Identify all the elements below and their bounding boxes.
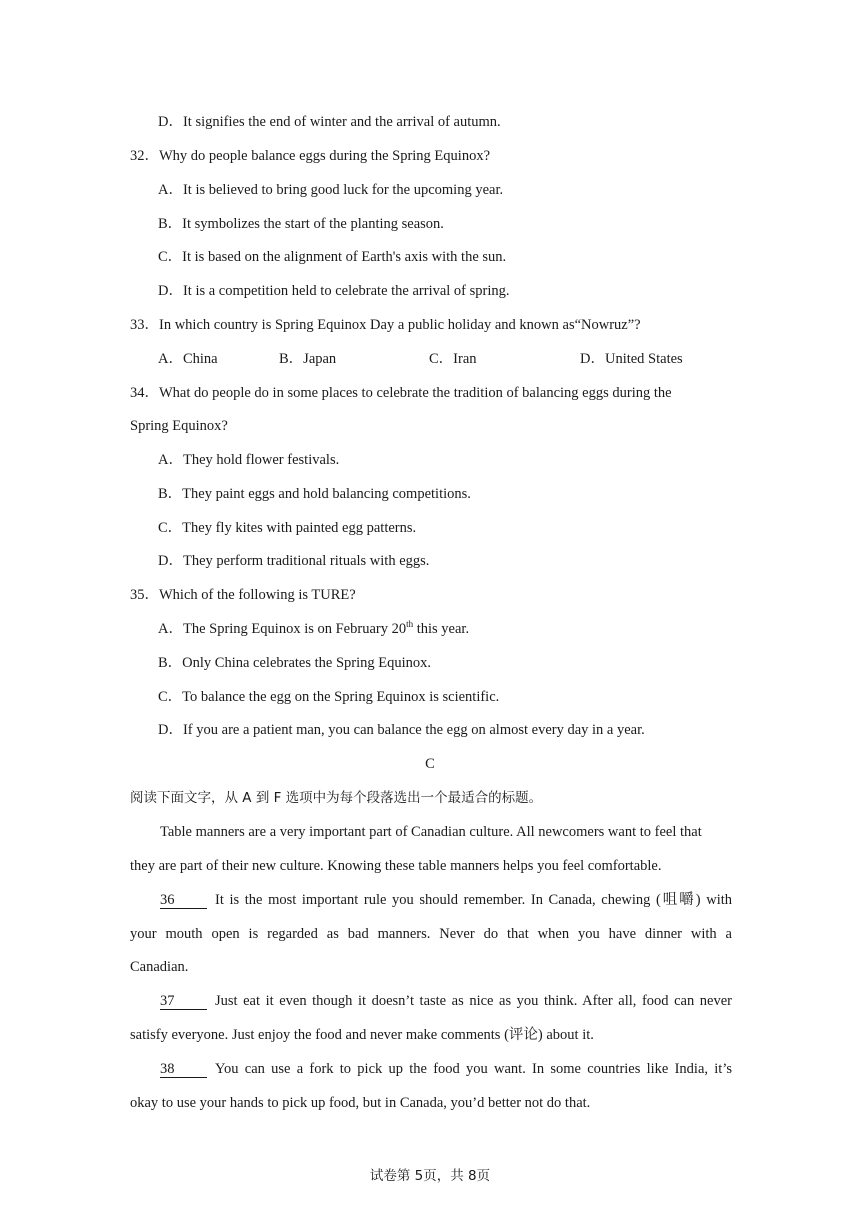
blank-36-text: It is the most important rule you should remember. In Canada, chewing (咀嚼) with	[215, 892, 732, 908]
blank-38-line2: okay to use your hands to pick up food, but in Canada, you’d better not do that.	[130, 1095, 591, 1111]
q35-option-a-rest: this year.	[413, 621, 470, 637]
blank-36-line3: Canadian.	[130, 959, 189, 975]
q35-option-c: C．To balance the egg on the Spring Equinox is scientific.	[158, 689, 500, 705]
blank-37-line1	[160, 992, 732, 1010]
q34-option-b: B．They paint eggs and hold balancing competitions.	[158, 486, 471, 502]
q33-option-c: C．Iran	[429, 351, 477, 367]
blank-37-text: Just eat it even though it doesn’t taste as nice as you think. After all, food can never	[215, 993, 732, 1009]
blank-38-line1	[160, 1060, 732, 1078]
passage-intro-line2: they are part of their new culture. Knowing these table manners helps you feel comfortable.	[130, 858, 662, 874]
q34-option-c: C．They fly kites with painted egg patterns.	[158, 520, 417, 536]
answer-blank-36[interactable]: 36	[160, 893, 207, 909]
q35-option-a	[158, 620, 469, 638]
q34-option-d: D．They perform traditional rituals with eggs.	[158, 553, 430, 569]
q32-option-d: D．It is a competition held to celebrate the arrival of spring.	[158, 283, 510, 299]
q35-question: 35．Which of the following is TURE?	[130, 587, 356, 603]
blank-37-line2: satisfy everyone. Just enjoy the food and never make comments (评论) about it.	[130, 1027, 594, 1043]
q35-option-a-text: A．The Spring Equinox is on February 20	[158, 621, 407, 637]
page-footer: 试卷第 5页，共 8页	[369, 1168, 491, 1184]
answer-blank-37[interactable]: 37	[160, 994, 207, 1010]
q33-option-b: B．Japan	[279, 351, 337, 367]
q32-option-a: A．It is believed to bring good luck for the upcoming year.	[158, 182, 504, 198]
blank-36-line2: your mouth open is regarded as bad manners. Never do that when you have dinner with a	[130, 926, 732, 942]
q33-option-d: D．United States	[580, 351, 683, 367]
answer-blank-38[interactable]: 38	[160, 1062, 207, 1078]
section-instruction: 阅读下面文字，从 A 到 F 选项中为每个段落选出一个最适合的标题。	[130, 790, 543, 806]
q33-question: 33．In which country is Spring Equinox Day a public holiday and known as“Nowruz”?	[130, 317, 641, 333]
q34-question-line1: 34．What do people do in some places to celebrate the tradition of balancing eggs during the	[130, 385, 672, 401]
q32-option-c: C．It is based on the alignment of Earth's axis with the sun.	[158, 249, 507, 265]
blank-36-line1	[160, 891, 732, 909]
q35-option-b: B．Only China celebrates the Spring Equinox.	[158, 655, 432, 671]
section-letter: C	[425, 756, 435, 772]
q35-option-a-ordinal: th	[406, 619, 414, 629]
blank-38-text: You can use a fork to pick up the food you want. In some countries like India, it’s	[215, 1061, 732, 1077]
q35-option-d: D．If you are a patient man, you can balance the egg on almost every day in a year.	[158, 722, 645, 738]
q33-option-a: A．China	[158, 351, 218, 367]
q31-option-d: D．It signifies the end of winter and the arrival of autumn.	[158, 114, 501, 130]
q32-question: 32．Why do people balance eggs during the Spring Equinox?	[130, 148, 491, 164]
q34-question-line2: Spring Equinox?	[130, 418, 228, 434]
passage-intro-line1: Table manners are a very important part of Canadian culture. All newcomers want to feel that	[160, 824, 702, 840]
q32-option-b: B．It symbolizes the start of the planting season.	[158, 216, 444, 232]
q34-option-a: A．They hold flower festivals.	[158, 452, 340, 468]
